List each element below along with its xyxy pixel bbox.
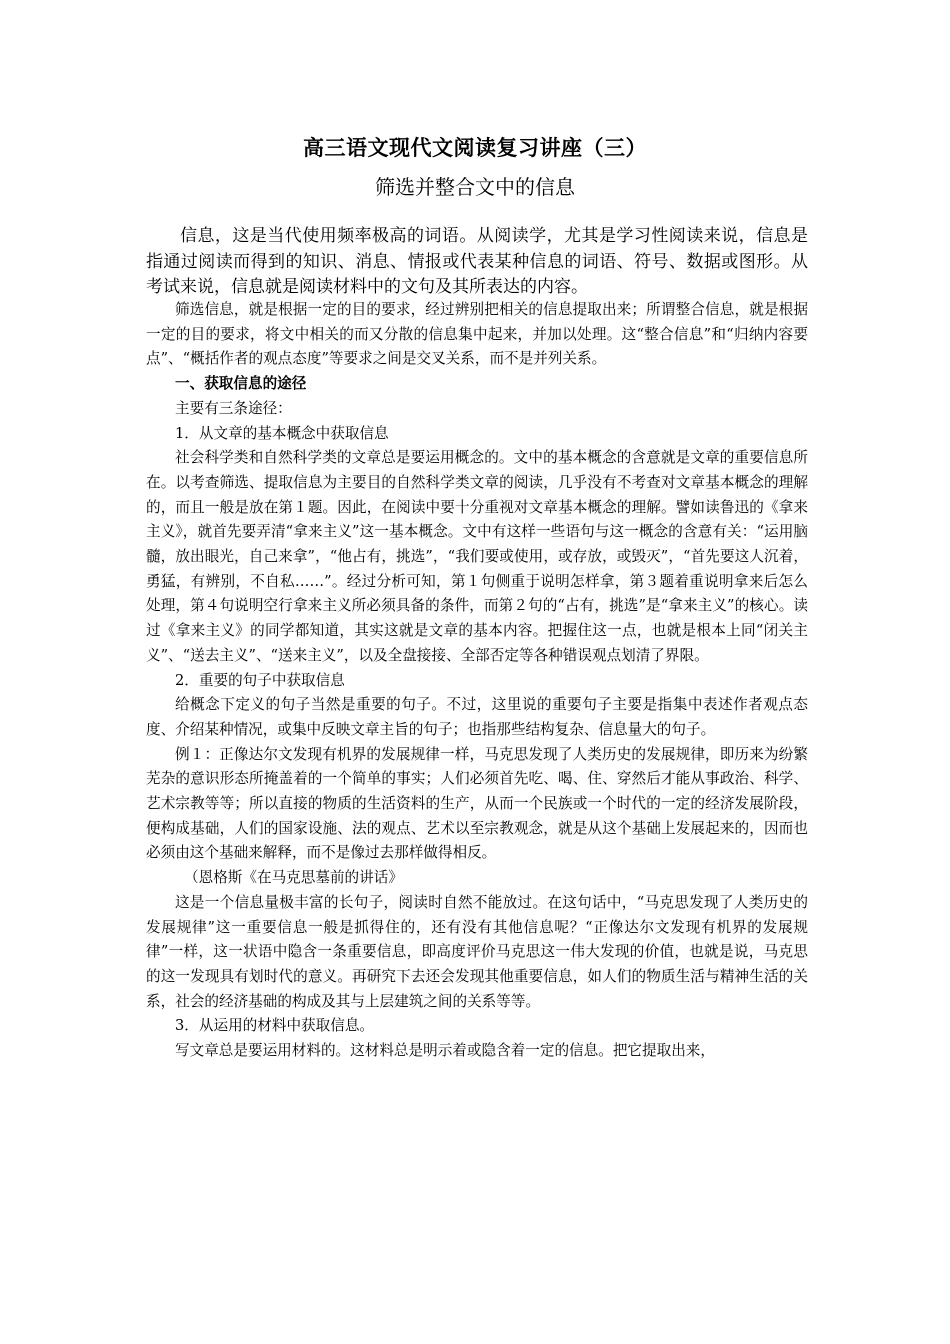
paragraph-definition: 筛选信息，就是根据一定的目的要求，经过辨别把相关的信息提取出来；所谓整合信息，就是根据一定的目的要求，将文中相关的而又分散的信息集中起来，并加以处理。这“整合信息”和“归纳内容要点”、“概括作者的观点态度”等要求之间是交叉关系，而不是并列关系。 (146, 301, 808, 368)
subheading-3: 3．从运用的材料中获取信息。 (175, 1017, 375, 1035)
intro-paragraph: 信息，这是当代使用频率极高的词语。从阅读学，尤其是学习性阅读来说，信息是指通过阅读而得到的知识、消息、情报或代表某种信息的词语、符号、数据或图形。从考试来说，信息就是阅读材料中的文句及其所表达的内容。 (146, 226, 808, 297)
paragraph-example-1: 例１：正像达尔文发现有机界的发展规律一样，马克思发现了人类历史的发展规律，即历来为纷繁芜杂的意识形态所掩盖着的一个简单的事实；人们必须首先吃、喝、住、穿然后才能从事政治、科学、艺术宗教等等；所以直接的物质的生活资料的生产，从而一个民族或一个时代的一定的经济发展阶段，便构成基础，人们的国家设施、法的观点、艺术以至宗教观念，就是从这个基础上发展起来的，因而也必须由这个基础来解释，而不是像过去那样做得相反。 (146, 745, 808, 862)
paragraph-concepts: 社会科学类和自然科学类的文章总是要运用概念的。文中的基本概念的含意就是文章的重要信息所在。以考查筛选、提取信息为主要目的自然科学类文章的阅读，几乎没有不考查对文章基本概念的理解的，而且一般是放在第１题。因此，在阅读中要十分重视对文章基本概念的理解。譬如读鲁迅的《拿来主义》，就首先要弄清“拿来主义”这一基本概念。文中有这样一些语句与这一概念的含意有关：“运用脑髓，放出眼光，自己来拿”，“他占有，挑选”，“我们要或使用，或存放，或毁灭”，“首先要这人沉着，勇猛，有辨别，不自私……”。经过分析可知，第１句侧重于说明怎样拿，第３题着重说明拿来后怎么处理，第４句说明空行拿来主义所必须具备的条件，而第２句的“占有，挑选”是“拿来主义”的核心。读过《拿来主义》的同学都知道，其实这就是文章的基本内容。把握住这一点，也就是根本上同“闭关主义”、“送去主义”、“送来主义”，以及全盘接接、全部否定等各种错误观点划清了界限。 (146, 449, 808, 664)
subheading-2: 2．重要的句子中获取信息 (175, 671, 345, 689)
example-source: （恩格斯《在马克思墓前的讲话》 (184, 869, 403, 887)
paragraph-important-sentences: 给概念下定义的句子当然是重要的句子。不过，这里说的重要句子主要是指集中表述作者观点态度、介绍某种情况，或集中反映文章主旨的句子；也指那些结构复杂、信息量大的句子。 (146, 696, 808, 738)
paragraph-routes-intro: 主要有三条途径： (175, 399, 292, 417)
paragraph-materials: 写文章总是要运用材料的。这材料总是明示着或隐含着一定的信息。把它提取出来， (175, 1042, 715, 1060)
section-heading: 一、获取信息的途径 (175, 375, 307, 393)
subheading-1: 1．从文章的基本概念中获取信息 (175, 424, 389, 442)
document-subtitle: 筛选并整合文中的信息 (375, 175, 575, 199)
document-title: 高三语文现代文阅读复习讲座（三） (303, 135, 647, 160)
document-body (146, 298, 808, 1064)
paragraph-analysis: 这是一个信息量极丰富的长句子，阅读时自然不能放过。在这句话中，“马克思发现了人类历史的发展规律”这一重要信息一般是抓得住的，还有没有其他信息呢？“正像达尔文发现有机界的发展规律”一样，这一状语中隐含一条重要信息，即高度评价马克思这一伟大发现的价值，也就是说，马克思的这一发现具有划时代的意义。再研究下去还会发现其他重要信息，如人们的物质生活与精神生活的关系，社会的经济基础的构成及其与上层建筑之间的关系等等。 (146, 893, 808, 1010)
